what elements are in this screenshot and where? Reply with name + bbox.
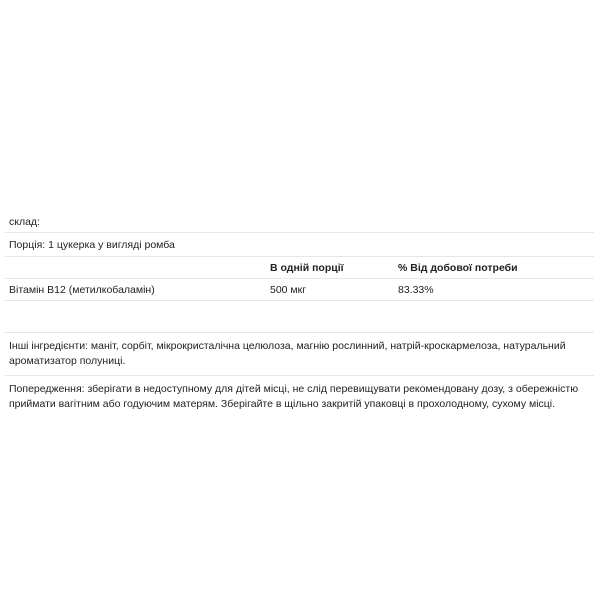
warning-text: Попередження: зберігати в недоступному для дітей місці, не слід перевищувати рекомендовану дозу, з обережністю приймати вагітним або годуючим матерям. Зберігайте в щільно закритій упаковці в прохолодному, сухому місці. (9, 383, 579, 410)
header-per-serving: В одній порції (270, 262, 344, 274)
table-header-row (5, 257, 594, 279)
composition-title: склад: (9, 216, 40, 228)
other-ingredients: Інші інгредієнти: маніт, сорбіт, мікрокристалічна целюлоза, магнію рослинний, натрій-кроскармелоза, натуральний ароматизатор полуниці. (5, 333, 594, 376)
supplement-facts-panel (5, 209, 594, 418)
header-daily-value: % Від добової потреби (398, 262, 518, 274)
nutrient-amount: 500 мкг (270, 284, 307, 296)
table-row (5, 279, 594, 301)
serving-size-row (5, 233, 594, 257)
section-divider (5, 301, 594, 333)
composition-title-row (5, 209, 594, 233)
nutrient-daily-value: 83.33% (398, 284, 434, 296)
serving-size: Порція: 1 цукерка у вигляді ромба (9, 239, 175, 251)
nutrient-name: Вітамін B12 (метилкобаламін) (9, 284, 155, 296)
